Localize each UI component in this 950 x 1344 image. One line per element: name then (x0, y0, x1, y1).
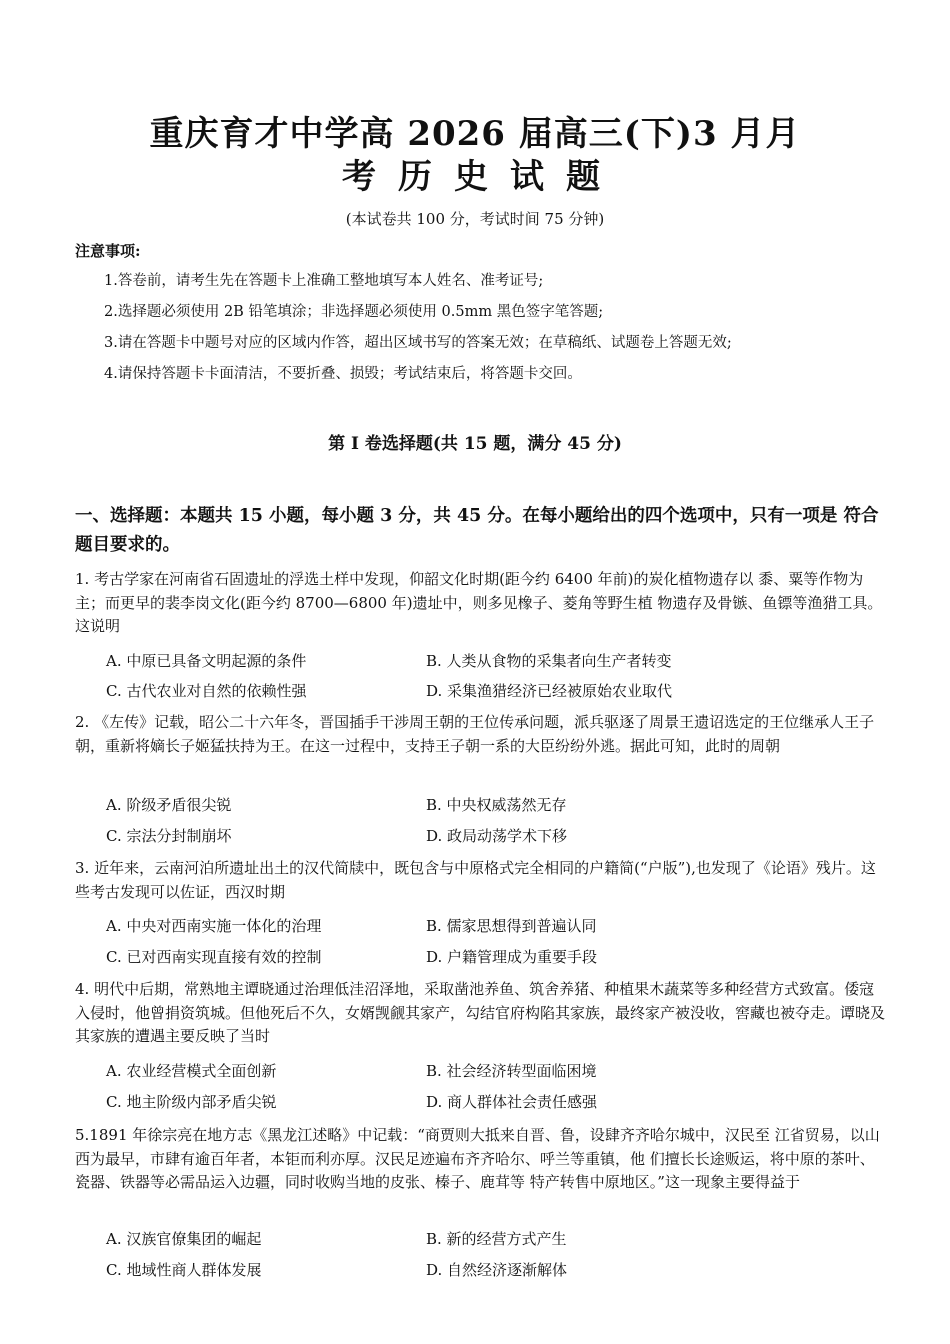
question-4-option-d: D. 商人群体社会责任感强 (426, 1093, 598, 1111)
question-3-option-c: C. 已对西南实现直接有效的控制 (106, 948, 322, 966)
notice-item: 2.选择题必须使用 2B 铅笔填涂；非选择题必须使用 0.5mm 黑色签字笔答题; (104, 304, 604, 320)
question-2-stem: 2. 《左传》记载，昭公二十六年冬，晋国插手干涉周王朝的王位传承问题，派兵驱逐了周景王遗诏选定的王位继承人王子朝，重新将嫡长子姬猛扶持为王。在这一过程中，支持王子朝一系的大臣纷纷外逃。据此可知，此时的周朝 (75, 713, 875, 755)
question-1-stem: 1. 考古学家在河南省石固遗址的浮选土样中发现，仰韶文化时期(距今约 6400 年前)的炭化植物遗存以 黍、粟等作物为主；而更早的裴李岗文化(距今约 8700—6800 年)遗址中，则多见橡子、菱角等野生植 物遗存及骨镞、鱼镖等渔猎工具。这说明 (75, 570, 883, 635)
question-2-option-b: B. 中央权威荡然无存 (426, 796, 567, 814)
question-3-stem: 3. 近年来，云南河泊所遗址出土的汉代简牍中，既包含与中原格式完全相同的户籍简(“户版”),也发现了《论语》残片。这些考古发现可以佐证，西汉时期 (75, 859, 876, 901)
question-3-option-d: D. 户籍管理成为重要手段 (426, 948, 598, 966)
question-4-option-c: C. 地主阶级内部矛盾尖锐 (106, 1093, 277, 1111)
question-1-option-c: C. 古代农业对自然的依赖性强 (106, 682, 307, 700)
question-4-option-a: A. 农业经营模式全面创新 (106, 1062, 277, 1080)
exam-title-line2: 考历史试题 (342, 157, 622, 197)
question-2-option-d: D. 政局动荡学术下移 (426, 827, 568, 845)
notice-item: 3.请在答题卡中题号对应的区域内作答，超出区域书写的答案无效；在草稿纸、试题卷上答题无效; (104, 335, 732, 351)
part-instructions: 一、选择题：本题共 15 小题，每小题 3 分，共 45 分。在每小题给出的四个选项中，只有一项是 符合题目要求的。 (75, 506, 879, 555)
question-5-option-c: C. 地域性商人群体发展 (106, 1261, 262, 1279)
question-5-option-b: B. 新的经营方式产生 (426, 1230, 567, 1248)
question-4-option-b: B. 社会经济转型面临困境 (426, 1062, 597, 1080)
question-5-option-d: D. 自然经济逐渐解体 (426, 1261, 568, 1279)
question-1-option-a: A. 中原已具备文明起源的条件 (106, 652, 307, 670)
question-1-option-b: B. 人类从食物的采集者向生产者转变 (426, 652, 672, 670)
question-1-option-d: D. 采集渔猎经济已经被原始农业取代 (426, 682, 673, 700)
question-2-option-a: A. 阶级矛盾很尖锐 (106, 796, 232, 814)
question-4-stem: 4. 明代中后期，常熟地主谭晓通过治理低洼沼泽地，采取凿池养鱼、筑舍养猪、种植果木蔬菜等多种经营方式致富。倭寇入侵时，他曾捐资筑城。但他死后不久，女婿觊觎其家产，勾结官府构陷其家族，最终家产被没收，窖藏也被夺走。谭晓及其家族的遭遇主要反映了当时 (75, 980, 886, 1045)
notice-heading: 注意事项: (75, 242, 141, 260)
section-title: 第 I 卷选择题(共 15 题，满分 45 分) (328, 434, 622, 454)
notice-item: 4.请保持答题卡卡面清洁，不要折叠、损毁；考试结束后，将答题卡交回。 (104, 366, 582, 382)
question-5-option-a: A. 汉族官僚集团的崛起 (106, 1230, 262, 1248)
question-5-stem: 5.1891 年徐宗亮在地方志《黑龙江述略》中记载：“商贾则大抵来自晋、鲁，设肆齐齐哈尔城中，汉民至 江省贸易，以山西为最早，市肆有逾百年者，本钜而利亦厚。汉民足迹遍布齐齐哈尔、呼兰等重镇，他 们擅长长途贩运，将中原的茶叶、瓷器、铁器等必需品运入边疆，同时收购当地的皮张、榛子、鹿茸等 特产转售中原地区。”这一现象主要得益于 (75, 1126, 880, 1191)
question-3-option-b: B. 儒家思想得到普遍认同 (426, 917, 597, 935)
exam-subtitle: (本试卷共 100 分，考试时间 75 分钟) (345, 210, 605, 228)
question-2-option-c: C. 宗法分封制崩坏 (106, 827, 232, 845)
exam-title-line1: 重庆育才中学高 2026 届高三(下)3 月月 (149, 114, 801, 154)
question-3-option-a: A. 中央对西南实施一体化的治理 (106, 917, 322, 935)
notice-item: 1.答卷前，请考生先在答题卡上准确工整地填写本人姓名、准考证号; (104, 273, 544, 289)
